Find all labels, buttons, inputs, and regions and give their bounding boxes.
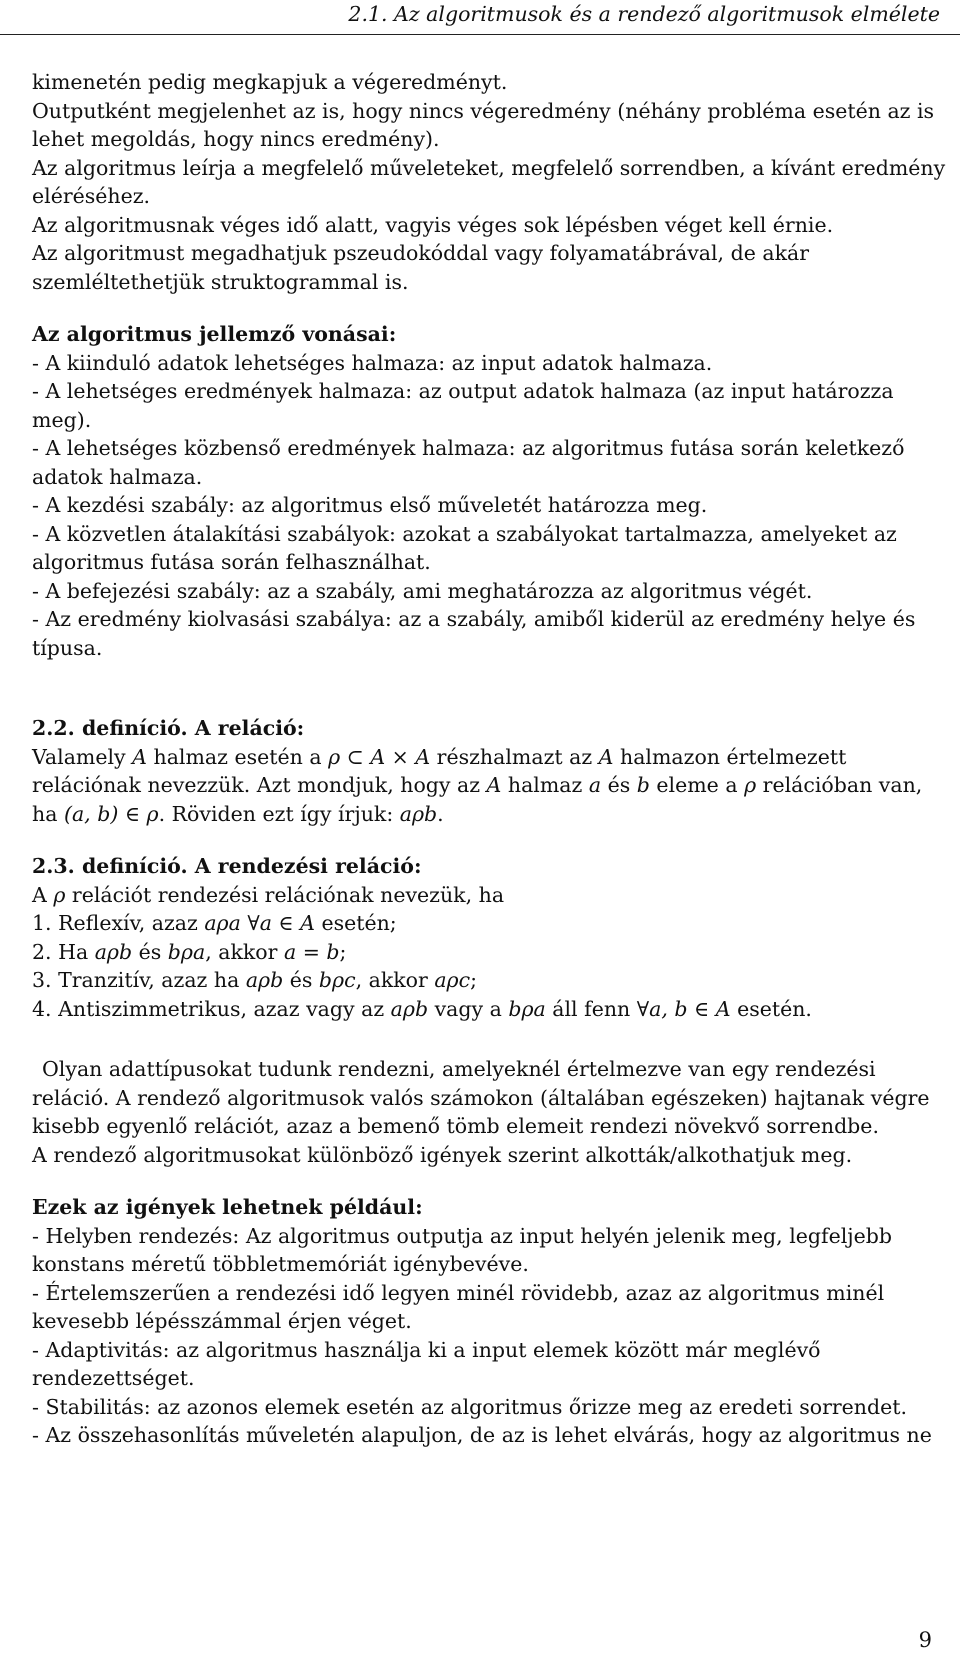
needs-item: - Stabilitás: az azonos elemek esetén az algoritmus őrizze meg az eredeti sorrendet. [32, 1394, 908, 1419]
intro-line: Az algoritmus leírja a megfelelő műveleteket, megfelelő sorrendben, a kívánt eredmény eléréséhez. [32, 155, 946, 208]
definition-2-3-item: 1. Reflexív, azaz aρa ∀a ∈ A esetén; [32, 911, 397, 935]
intro-line: Outputként megjelenhet az is, hogy nincs végeredmény (néhány probléma esetén az is lehet megoldás, hogy nincs eredmény). [32, 98, 935, 151]
definition-2-2-heading: 2.2. definíció. A reláció: [32, 716, 305, 740]
feature-item: - A kezdési szabály: az algoritmus első műveletét határozza meg. [32, 493, 708, 517]
header-title: 2.1. Az algoritmusok és a rendező algoritmusok elmélete [348, 2, 940, 26]
needs-item: - Adaptivitás: az algoritmus használja ki a input elemek között már meglévő rendezettséget. [32, 1337, 821, 1390]
sorting-paragraph: Olyan adattípusokat tudunk rendezni, amelyeknél értelmezve van egy rendezési reláció. A rendező algoritmusok valós számokon (általában egészeken) hajtanak végre kisebb egyenlő relációt, azaz a bemenő tömb elemeit rendezi növekvő sorrendbe. [32, 1057, 930, 1138]
feature-item: - A lehetséges eredmények halmaza: az output adatok halmaza (az input határozza meg). [32, 379, 894, 432]
running-header [0, 0, 960, 35]
definition-2-3-intro: A ρ relációt rendezési relációnak nevezük, ha [32, 882, 505, 907]
definition-2-3-item: 2. Ha aρb és bρa, akkor a = b; [32, 939, 347, 964]
definition-2-3-heading: 2.3. definíció. A rendezési reláció: [32, 854, 422, 878]
intro-line: Az algoritmusnak véges idő alatt, vagyis véges sok lépésben véget kell érnie. [32, 212, 834, 237]
definition-2-3-item: 4. Antiszimmetrikus, azaz vagy az aρb vagy a bρa áll fenn ∀a, b ∈ A esetén. [32, 996, 812, 1021]
feature-item: - A kiinduló adatok lehetséges halmaza: az input adatok halmaza. [32, 350, 713, 375]
feature-item: - A közvetlen átalakítási szabályok: azokat a szabályokat tartalmazza, amelyeket az algoritmus futása során felhasználhat. [32, 521, 897, 574]
needs-item: - Értelemszerűen a rendezési idő legyen minél rövidebb, azaz az algoritmus minél kevesebb lépésszámmal érjen véget. [32, 1280, 885, 1333]
definition-2-2-text: Valamely A halmaz esetén a ρ ⊂ A × A részhalmazt az A halmazon értelmezett relációnak nevezzük. Azt mondjuk, hogy az A halmaz a és b eleme a ρ relációban van, ha (a, b) ∈ ρ. Röviden ezt így írjuk: aρb. [32, 744, 923, 826]
definition-2-3-item: 3. Tranzitív, azaz ha aρb és bρc, akkor aρc; [32, 968, 478, 992]
needs-item: - Helyben rendezés: Az algoritmus outputja az input helyén jelenik meg, legfeljebb konstans méretű többletmemóriát igénybevéve. [32, 1223, 893, 1276]
feature-item: - A befejezési szabály: az a szabály, ami meghatározza az algoritmus végét. [32, 578, 813, 603]
needs-item: - Az összehasonlítás műveletén alapuljon, de az is lehet elvárás, hogy az algoritmus ne [32, 1423, 932, 1447]
intro-line: kimenetén pedig megkapjuk a végeredményt. [32, 70, 508, 94]
intro-line: Az algoritmust megadhatjuk pszeudokóddal vagy folyamatábrával, de akár szemléltethetjük struktogrammal is. [32, 241, 810, 294]
sorting-paragraph: A rendező algoritmusokat különböző igények szerint alkották/alkothatjuk meg. [32, 1142, 853, 1167]
feature-item: - Az eredmény kiolvasási szabálya: az a szabály, amiből kiderül az eredmény helye és típusa. [32, 607, 916, 660]
feature-item: - A lehetséges közbenső eredmények halmaza: az algoritmus futása során keletkező adatok halmaza. [32, 436, 905, 489]
page-number: 9 [918, 1628, 932, 1652]
page-content [32, 68, 950, 1450]
features-heading: Az algoritmus jellemző vonásai: [32, 322, 397, 346]
needs-heading: Ezek az igények lehetnek például: [32, 1195, 423, 1219]
